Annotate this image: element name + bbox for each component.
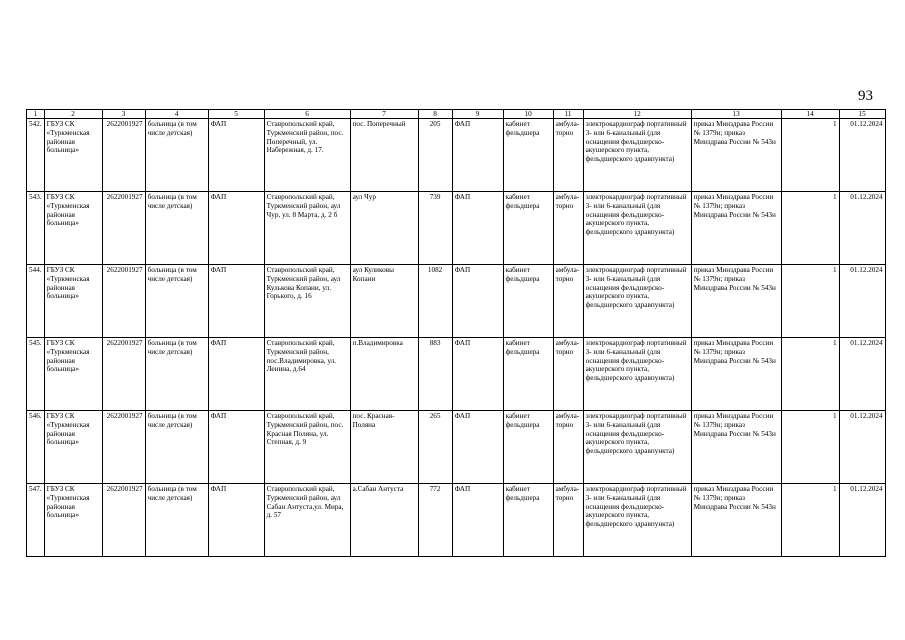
locality-cell: а.Сабан Антуста bbox=[350, 484, 418, 557]
address-cell: Ставропольский край, Туркменский район, аул Сабан Антуста,ул. Мира, д. 57 bbox=[264, 484, 350, 557]
order-cell: приказ Минздрава России № 1379н; приказ Минздрава России № 543н bbox=[691, 338, 781, 411]
code-cell: 2622001927 bbox=[102, 119, 145, 192]
row-number-cell: 542. bbox=[27, 119, 45, 192]
unit-cell: ФАП bbox=[208, 338, 264, 411]
locality-cell: пос. Поперечный bbox=[350, 119, 418, 192]
organization-cell: ГБУЗ СК «Туркменская районная больница» bbox=[44, 484, 102, 557]
locality-cell: аул Куликовы Копани bbox=[350, 265, 418, 338]
column-header: 15 bbox=[839, 110, 885, 119]
organization-cell: ГБУЗ СК «Туркменская районная больница» bbox=[44, 338, 102, 411]
address-cell: Ставропольский край, Туркменский район, аул Кулькова Копани, ул. Горького, д. 16 bbox=[264, 265, 350, 338]
equipment-cell: электрокардиограф портативный 3- или 6-канальный (для оснащения фельдшерско-акушерского пункта, фельдшерского здравпункта) bbox=[583, 265, 691, 338]
equipment-cell: электрокардиограф портативный 3- или 6-канальный (для оснащения фельдшерско-акушерского пункта, фельдшерского здравпункта) bbox=[583, 338, 691, 411]
mode-cell: амбула-торно bbox=[553, 338, 583, 411]
unit2-cell: ФАП bbox=[452, 119, 503, 192]
organization-cell: ГБУЗ СК «Туркменская районная больница» bbox=[44, 265, 102, 338]
unit2-cell: ФАП bbox=[452, 338, 503, 411]
date-cell: 01.12.2024 bbox=[839, 411, 885, 484]
quantity-value: 1 bbox=[832, 412, 837, 420]
column-header: 3 bbox=[102, 110, 145, 119]
code-cell: 2622001927 bbox=[102, 338, 145, 411]
column-header: 5 bbox=[208, 110, 264, 119]
column-header: 12 bbox=[583, 110, 691, 119]
row-number-cell: 543. bbox=[27, 192, 45, 265]
population-cell: 739 bbox=[418, 192, 452, 265]
column-header: 11 bbox=[553, 110, 583, 119]
population-cell: 772 bbox=[418, 484, 452, 557]
unit2-cell: ФАП bbox=[452, 192, 503, 265]
equipment-cell: электрокардиограф портативный 3- или 6-канальный (для оснащения фельдшерско-акушерского пункта, фельдшерского здравпункта) bbox=[583, 411, 691, 484]
column-header: 13 bbox=[691, 110, 781, 119]
row-number-cell: 545. bbox=[27, 338, 45, 411]
row-number-cell: 544. bbox=[27, 265, 45, 338]
mode-cell: амбула-торно bbox=[553, 265, 583, 338]
order-cell: приказ Минздрава России № 1379н; приказ Минздрава России № 543н bbox=[691, 192, 781, 265]
organization-cell: ГБУЗ СК «Туркменская районная больница» bbox=[44, 192, 102, 265]
mode-cell: амбула-торно bbox=[553, 192, 583, 265]
column-header: 4 bbox=[145, 110, 208, 119]
column-header: 7 bbox=[350, 110, 418, 119]
facility-type-cell: больница (в том числе детская) bbox=[145, 484, 208, 557]
unit-cell: ФАП bbox=[208, 484, 264, 557]
order-cell: приказ Минздрава России № 1379н; приказ Минздрава России № 543н bbox=[691, 265, 781, 338]
room-cell: кабинет фельдшера bbox=[503, 411, 553, 484]
address-cell: Ставропольский край, Туркменский район, аул Чур, ул. 8 Марта, д. 2 б bbox=[264, 192, 350, 265]
facility-type-cell: больница (в том числе детская) bbox=[145, 411, 208, 484]
equipment-cell: электрокардиограф портативный 3- или 6-канальный (для оснащения фельдшерско-акушерского пункта, фельдшерского здравпункта) bbox=[583, 119, 691, 192]
quantity-value: 1 bbox=[832, 120, 837, 128]
unit-cell: ФАП bbox=[208, 411, 264, 484]
code-cell: 2622001927 bbox=[102, 411, 145, 484]
facility-type-cell: больница (в том числе детская) bbox=[145, 265, 208, 338]
organization-cell: ГБУЗ СК «Туркменская районная больница» bbox=[44, 119, 102, 192]
column-header: 9 bbox=[452, 110, 503, 119]
locality-cell: пос. Красная-Поляна bbox=[350, 411, 418, 484]
quantity-placeholder-cell bbox=[781, 192, 839, 265]
unit-cell: ФАП bbox=[208, 119, 264, 192]
unit-cell: ФАП bbox=[208, 265, 264, 338]
room-cell: кабинет фельдшера bbox=[503, 484, 553, 557]
facility-type-cell: больница (в том числе детская) bbox=[145, 119, 208, 192]
unit2-cell: ФАП bbox=[452, 265, 503, 338]
date-cell: 01.12.2024 bbox=[839, 338, 885, 411]
quantity-placeholder-cell bbox=[781, 119, 839, 192]
room-cell: кабинет фельдшера bbox=[503, 119, 553, 192]
quantity-placeholder-cell bbox=[781, 338, 839, 411]
room-cell: кабинет фельдшера bbox=[503, 265, 553, 338]
address-cell: Ставропольский край, Туркменский район, пос.Владимировка, ул. Ленина, д.64 bbox=[264, 338, 350, 411]
equipment-cell: электрокардиограф портативный 3- или 6-канальный (для оснащения фельдшерско-акушерского пункта, фельдшерского здравпункта) bbox=[583, 484, 691, 557]
unit2-cell: ФАП bbox=[452, 484, 503, 557]
address-cell: Ставропольский край, Туркменский район, пос. Красная Поляна, ул. Степная, д. 9 bbox=[264, 411, 350, 484]
quantity-value: 1 bbox=[832, 339, 837, 347]
facility-type-cell: больница (в том числе детская) bbox=[145, 338, 208, 411]
unit2-cell: ФАП bbox=[452, 411, 503, 484]
locality-cell: аул Чур bbox=[350, 192, 418, 265]
code-cell: 2622001927 bbox=[102, 484, 145, 557]
facility-type-cell: больница (в том числе детская) bbox=[145, 192, 208, 265]
order-cell: приказ Минздрава России № 1379н; приказ Минздрава России № 543н bbox=[691, 484, 781, 557]
mode-cell: амбула-торно bbox=[553, 411, 583, 484]
column-header: 2 bbox=[44, 110, 102, 119]
table-row bbox=[27, 119, 886, 192]
table-row bbox=[27, 484, 886, 557]
table-row bbox=[27, 411, 886, 484]
quantity-value: 1 bbox=[832, 193, 837, 201]
unit-cell: ФАП bbox=[208, 192, 264, 265]
row-number-cell: 546. bbox=[27, 411, 45, 484]
registry-table bbox=[26, 109, 886, 557]
page-number: 93 bbox=[858, 88, 873, 104]
table-row bbox=[27, 338, 886, 411]
quantity-placeholder-cell bbox=[781, 411, 839, 484]
date-cell: 01.12.2024 bbox=[839, 192, 885, 265]
room-cell: кабинет фельдшера bbox=[503, 338, 553, 411]
organization-cell: ГБУЗ СК «Туркменская районная больница» bbox=[44, 411, 102, 484]
mode-cell: амбула-торно bbox=[553, 119, 583, 192]
row-number-cell: 547. bbox=[27, 484, 45, 557]
column-number-row bbox=[27, 110, 886, 119]
column-header: 1 bbox=[27, 110, 45, 119]
table-row bbox=[27, 192, 886, 265]
address-cell: Ставропольский край, Туркменский район, пос. Поперечный, ул. Набережная, д. 17. bbox=[264, 119, 350, 192]
quantity-value: 1 bbox=[832, 266, 837, 274]
quantity-value: 1 bbox=[832, 485, 837, 493]
column-header: 14 bbox=[781, 110, 839, 119]
code-cell: 2622001927 bbox=[102, 265, 145, 338]
quantity-placeholder-cell bbox=[781, 265, 839, 338]
population-cell: 265 bbox=[418, 411, 452, 484]
column-header: 10 bbox=[503, 110, 553, 119]
quantity-placeholder-cell bbox=[781, 484, 839, 557]
mode-cell: амбула-торно bbox=[553, 484, 583, 557]
date-cell: 01.12.2024 bbox=[839, 484, 885, 557]
column-header: 8 bbox=[418, 110, 452, 119]
date-cell: 01.12.2024 bbox=[839, 265, 885, 338]
room-cell: кабинет фельдшера bbox=[503, 192, 553, 265]
date-cell: 01.12.2024 bbox=[839, 119, 885, 192]
locality-cell: п.Владимировка bbox=[350, 338, 418, 411]
table-row bbox=[27, 265, 886, 338]
population-cell: 205 bbox=[418, 119, 452, 192]
code-cell: 2622001927 bbox=[102, 192, 145, 265]
column-header: 6 bbox=[264, 110, 350, 119]
population-cell: 1082 bbox=[418, 265, 452, 338]
equipment-cell: электрокардиограф портативный 3- или 6-канальный (для оснащения фельдшерско-акушерского пункта, фельдшерского здравпункта) bbox=[583, 192, 691, 265]
population-cell: 883 bbox=[418, 338, 452, 411]
order-cell: приказ Минздрава России № 1379н; приказ Минздрава России № 543н bbox=[691, 119, 781, 192]
order-cell: приказ Минздрава России № 1379н; приказ Минздрава России № 543н bbox=[691, 411, 781, 484]
